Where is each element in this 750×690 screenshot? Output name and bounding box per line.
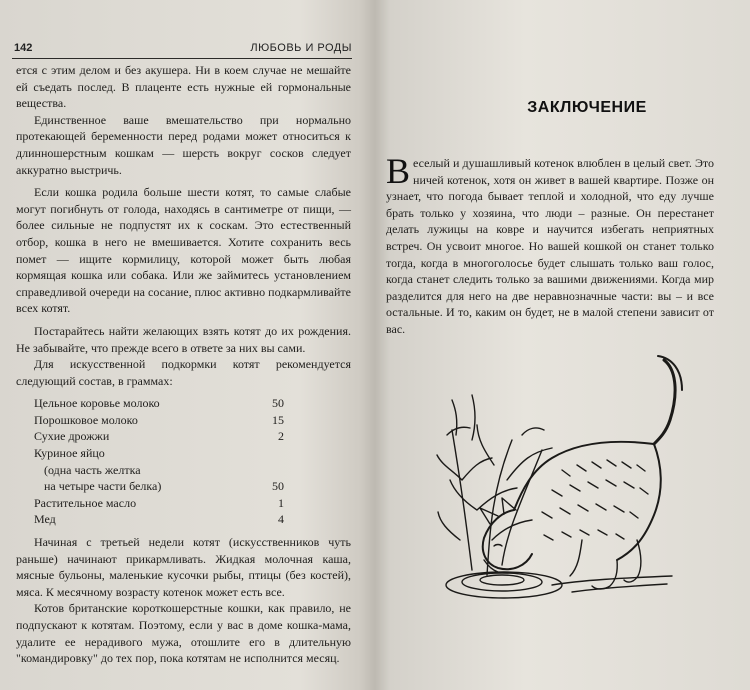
paragraph-text: еселый и душашливый котенок влюблен в целый свет. Это ничей котенок, хотя он живет в вашей квартире. Позже он узнает, что погода бывает теплой и холодной, что еду лучше брать только у хозяина, что люди – разные. Он перестанет делать лужицы на ковре и научится избегать неприятных встреч. Он усвоит многое. Но вашей кошкой он станет только тогда, когда в многоголосье будет слышать только ваш голос, когда станет следить только за вашими движениями. Когда мир разделится для него на две неравнозначные части: вы – и все остальные. И то, каким он будет, не в малой степени зависит от вас. [386, 156, 714, 336]
right-page [372, 0, 750, 690]
paragraph: Постарайтесь найти желающих взять котят до их рождения. Не забывайте, что прежде всего в ответе за них вы сами. [16, 323, 351, 355]
ingredient-name: Растительное масло [34, 495, 137, 510]
paragraph: Если кошка родила больше шести котят, то самые слабые могут погибнуть от голода, находясь в сантиметре от пищи, — более сильные не подпустят их к соскам. Это естественный отбор, кошка в него не вмешивается. Хотите сохранить весь помет — ищите кормилицу, которой может быть любая кормящая кошка или собака. Или же займитесь установлением справедливой очереди на сосание, плюс активно подкармливайте всех котят. [16, 185, 351, 316]
ingredient-name: (одна часть желтка [44, 462, 141, 477]
paragraph: ется с этим делом и без акушера. Ни в коем случае не мешайте ей съедать послед. В плаценте есть нужные ей гормональные вещества. [16, 63, 351, 111]
recipe-row [34, 445, 284, 462]
recipe-row [34, 478, 284, 495]
ingredient-name: Цельное коровье молоко [34, 396, 160, 411]
running-header [12, 42, 352, 59]
ingredient-amount: 50 [272, 479, 284, 494]
ingredient-name: Сухие дрожжи [34, 429, 110, 444]
ingredient-amount: 2 [278, 429, 284, 444]
paragraph: Для искусственной подкормки котят рекомендуется следующий состав, в граммах: [16, 357, 351, 388]
recipe-row [34, 495, 284, 512]
ingredient-name: Куриное яйцо [34, 446, 105, 461]
recipe-row [34, 428, 284, 445]
left-page [0, 0, 365, 690]
recipe-row [34, 395, 284, 412]
right-body-text [386, 151, 714, 338]
cat-drinking-illustration [432, 340, 692, 610]
paragraph: Единственное ваше вмешательство при нормально протекающей беременности перед родами может относиться к длинношерстным кошкам — шерсть вокруг сосков следует аккуратно выстричь. [16, 112, 351, 177]
paragraph: Начиная с третьей недели котят (искусственников чуть раньше) начинают прикармливать. Жидкая молочная каша, мясные бульоны, маленькие кусочки рыбы, птицы (без костей), мяса. К месячному возрасту котенок может есть все. [16, 535, 351, 599]
recipe-row [34, 511, 284, 528]
paragraph: Котов британские короткошерстные кошки, как правило, не подпускают к котятам. Поэтому, если у вас в доме кошка-мама, удалите ее нерадивого мужа, отошлите его в длительную "командировку" до тех пор, пока котятам не исполнится месяц. [16, 601, 351, 666]
running-title: ЛЮБОВЬ И РОДЫ [250, 42, 352, 54]
paragraph [386, 151, 714, 338]
drop-cap: В [386, 151, 411, 191]
ingredient-amount: 50 [272, 396, 284, 411]
page-number: 142 [14, 42, 33, 54]
ingredient-amount [244, 445, 284, 462]
recipe-row [34, 462, 284, 479]
chapter-title: ЗАКЛЮЧЕНИЕ [527, 99, 647, 116]
ingredient-amount [244, 462, 284, 479]
left-body-text [16, 62, 351, 667]
ingredient-amount: 15 [272, 412, 284, 427]
ingredient-name: на четыре части белка) [44, 479, 162, 494]
ingredient-name: Порошковое молоко [34, 412, 138, 427]
recipe-row [34, 412, 284, 429]
ingredient-amount: 4 [278, 512, 284, 527]
recipe-table [34, 395, 284, 528]
ingredient-name: Мед [34, 512, 56, 527]
ingredient-amount: 1 [278, 495, 284, 510]
